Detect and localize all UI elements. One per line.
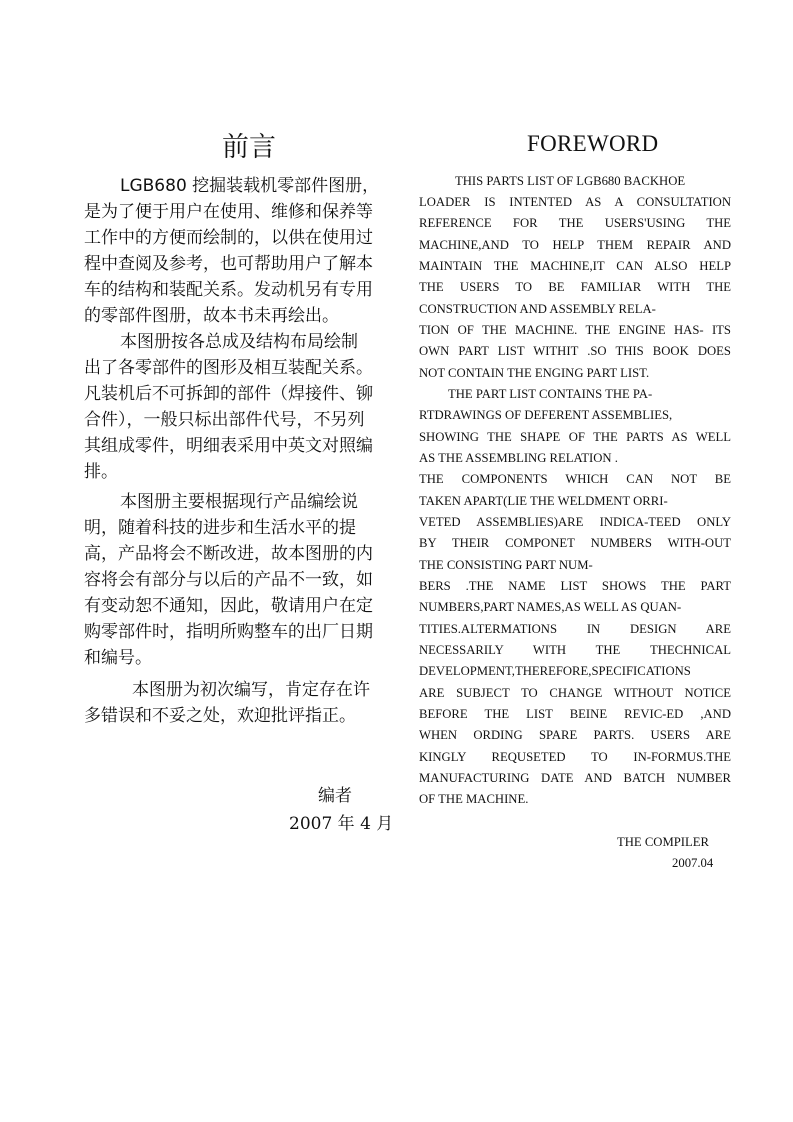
cn-text-line: 和编号。	[84, 648, 152, 668]
en-text-line: KINGLY REQUSETED TO IN-FORMUS.THE	[419, 750, 731, 764]
en-text-line: MAINTAIN THE MACHINE,IT CAN ALSO HELP	[419, 259, 731, 273]
en-text-line: TITIES.ALTERMATIONS IN DESIGN ARE	[419, 622, 731, 636]
en-text-line: RTDRAWINGS OF DEFERENT ASSEMBLIES,	[419, 408, 673, 422]
en-text-line: NUMBERS,PART NAMES,AS WELL AS QUAN-	[419, 600, 682, 614]
cn-text-line: 合件），一般只标出部件代号，不另列	[84, 410, 365, 430]
cn-text-line: 本图册按各总成及结构布局绘制	[120, 332, 358, 352]
cn-date: 2007 年 4 月	[289, 814, 394, 834]
cn-text-line: 本图册为初次编写，肯定存在许	[132, 680, 370, 700]
cn-text-line: 其组成零件，明细表采用中英文对照编	[84, 436, 373, 456]
en-text-line: MACHINE,AND TO HELP THEM REPAIR AND	[419, 238, 731, 252]
en-text-line: LOADER IS INTENTED AS A CONSULTATION	[419, 195, 731, 209]
en-text-line: THE CONSISTING PART NUM-	[419, 558, 593, 572]
en-text-line: WHEN ORDING SPARE PARTS. USERS ARE	[419, 728, 731, 742]
cn-text-line: LGB680 挖掘装载机零部件图册，	[120, 176, 380, 196]
en-text-line: THIS PARTS LIST OF LGB680 BACKHOE	[455, 174, 686, 188]
en-date: 2007.04	[672, 856, 714, 870]
en-text-line: TAKEN APART(LIE THE WELDMENT ORRI-	[419, 494, 668, 508]
en-text-line: THE USERS TO BE FAMILIAR WITH THE	[419, 280, 731, 294]
en-signature: THE COMPILER	[617, 835, 709, 849]
cn-text-line: 容将会有部分与以后的产品不一致，如	[84, 570, 373, 590]
en-text-line: BERS .THE NAME LIST SHOWS THE PART	[419, 579, 731, 593]
cn-text-line: 是为了便于用户在使用、维修和保养等	[84, 202, 373, 222]
cn-text-line: 明，随着科技的进步和生活水平的提	[84, 518, 356, 538]
en-title: FOREWORD	[527, 131, 659, 156]
en-text-line: THE COMPONENTS WHICH CAN NOT BE	[419, 472, 731, 486]
en-text-line: NECESSARILY WITH THE THECHNICAL	[419, 643, 731, 657]
en-text-line: NOT CONTAIN THE ENGING PART LIST.	[419, 366, 650, 380]
en-text-line: OF THE MACHINE.	[419, 792, 529, 806]
cn-text-line: 程中查阅及参考，也可帮助用户了解本	[84, 254, 373, 274]
cn-text-line: 的零部件图册，故本书未再绘出。	[84, 306, 339, 326]
en-text-line: THE PART LIST CONTAINS THE PA-	[448, 387, 653, 401]
en-text-line: BEFORE THE LIST BEINE REVIC-ED ,AND	[419, 707, 731, 721]
en-text-line: ARE SUBJECT TO CHANGE WITHOUT NOTICE	[419, 686, 731, 700]
en-text-line: DEVELOPMENT,THEREFORE,SPECIFICATIONS	[419, 664, 691, 678]
en-text-line: SHOWING THE SHAPE OF THE PARTS AS WELL	[419, 430, 731, 444]
en-text-line: OWN PART LIST WITHIT .SO THIS BOOK DOES	[419, 344, 731, 358]
cn-text-line: 出了各零部件的图形及相互装配关系。	[84, 358, 373, 378]
cn-text-line: 排。	[84, 462, 118, 482]
cn-text-line: 高，产品将会不断改进，故本图册的内	[84, 544, 373, 564]
en-text-line: VETED ASSEMBLIES)ARE INDICA-TEED ONLY	[419, 515, 731, 529]
en-text-line: AS THE ASSEMBLING RELATION .	[419, 451, 618, 465]
cn-text-line: 购零部件时，指明所购整车的出厂日期	[84, 622, 373, 642]
cn-title: 前言	[222, 132, 276, 163]
cn-signature: 编者	[318, 786, 352, 806]
cn-text-line: 有变动恕不通知，因此，敬请用户在定	[84, 596, 373, 616]
en-text-line: TION OF THE MACHINE. THE ENGINE HAS- ITS	[419, 323, 731, 337]
cn-text-line: 本图册主要根据现行产品编绘说	[120, 492, 358, 512]
cn-text-line: 车的结构和装配关系。发动机另有专用	[84, 280, 373, 300]
cn-text-line: 工作中的方便而绘制的，以供在使用过	[84, 228, 373, 248]
en-text-line: BY THEIR COMPONET NUMBERS WITH-OUT	[419, 536, 731, 550]
en-text-line: CONSTRUCTION AND ASSEMBLY RELA-	[419, 302, 656, 316]
en-text-line: REFERENCE FOR THE USERS'USING THE	[419, 216, 731, 230]
cn-text-line: 凡装机后不可拆卸的部件（焊接件、铆	[84, 384, 373, 404]
cn-text-line: 多错误和不妥之处，欢迎批评指正。	[84, 706, 356, 726]
en-text-line: MANUFACTURING DATE AND BATCH NUMBER	[419, 771, 731, 785]
